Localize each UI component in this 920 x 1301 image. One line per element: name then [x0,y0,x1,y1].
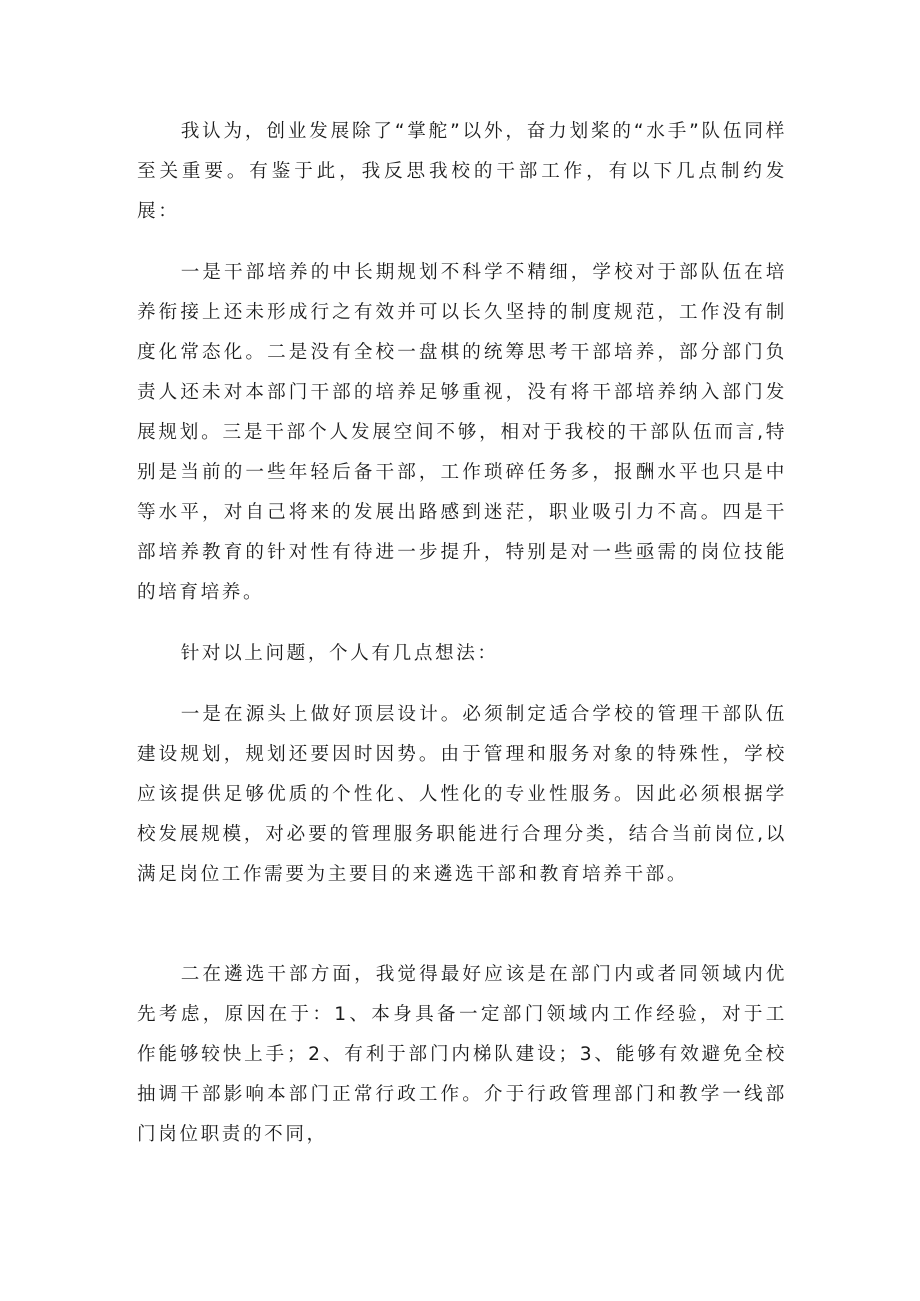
paragraph-problems: 一是干部培养的中长期规划不科学不精细，学校对于部队伍在培养衔接上还未形成行之有效并可以长久坚持的制度规范，工作没有制度化常态化。二是没有全校一盘棋的统筹思考干部培养，部分部门负责人还未对本部门干部的培养足够重视，没有将干部培养纳入部门发展规划。三是干部个人发展空间不够，相对于我校的干部队伍而言,特别是当前的一些年轻后备干部，工作琐碎任务多，报酬水平也只是中等水平，对自己将来的发展出路感到迷茫，职业吸引力不高。四是干部培养教育的针对性有待进一步提升，特别是对一些亟需的岗位技能的培育培养。 [137,262,787,603]
paragraph-ideas-intro: 针对以上问题，个人有几点想法： [180,643,499,664]
paragraph-top-level-design: 一是在源头上做好顶层设计。必须制定适合学校的管理干部队伍建设规划，规划还要因时因势。由于管理和服务对象的特殊性，学校应该提供足够优质的个性化、人性化的专业性服务。因此必须根据学校发展规模，对必要的管理服务职能进行合理分类，结合当前岗位,以满足岗位工作需要为主要目的来遴选干部和教育培养干部。 [137,704,787,885]
paragraph-intro: 我认为，创业发展除了“掌舵”以外，奋力划桨的“水手”队伍同样至关重要。有鉴于此，我反思我校的干部工作，有以下几点制约发展： [137,121,787,222]
paragraph-cadre-selection: 二在遴选干部方面，我觉得最好应该是在部门内或者同领域内优先考虑，原因在于：1、本身具备一定部门领域内工作经验，对于工作能够较快上手；2、有利于部门内梯队建设；3、能够有效避免全校抽调干部影响本部门正常行政工作。介于行政管理部门和教学一线部门岗位职责的不同， [137,964,787,1145]
document-body [137,112,787,1155]
